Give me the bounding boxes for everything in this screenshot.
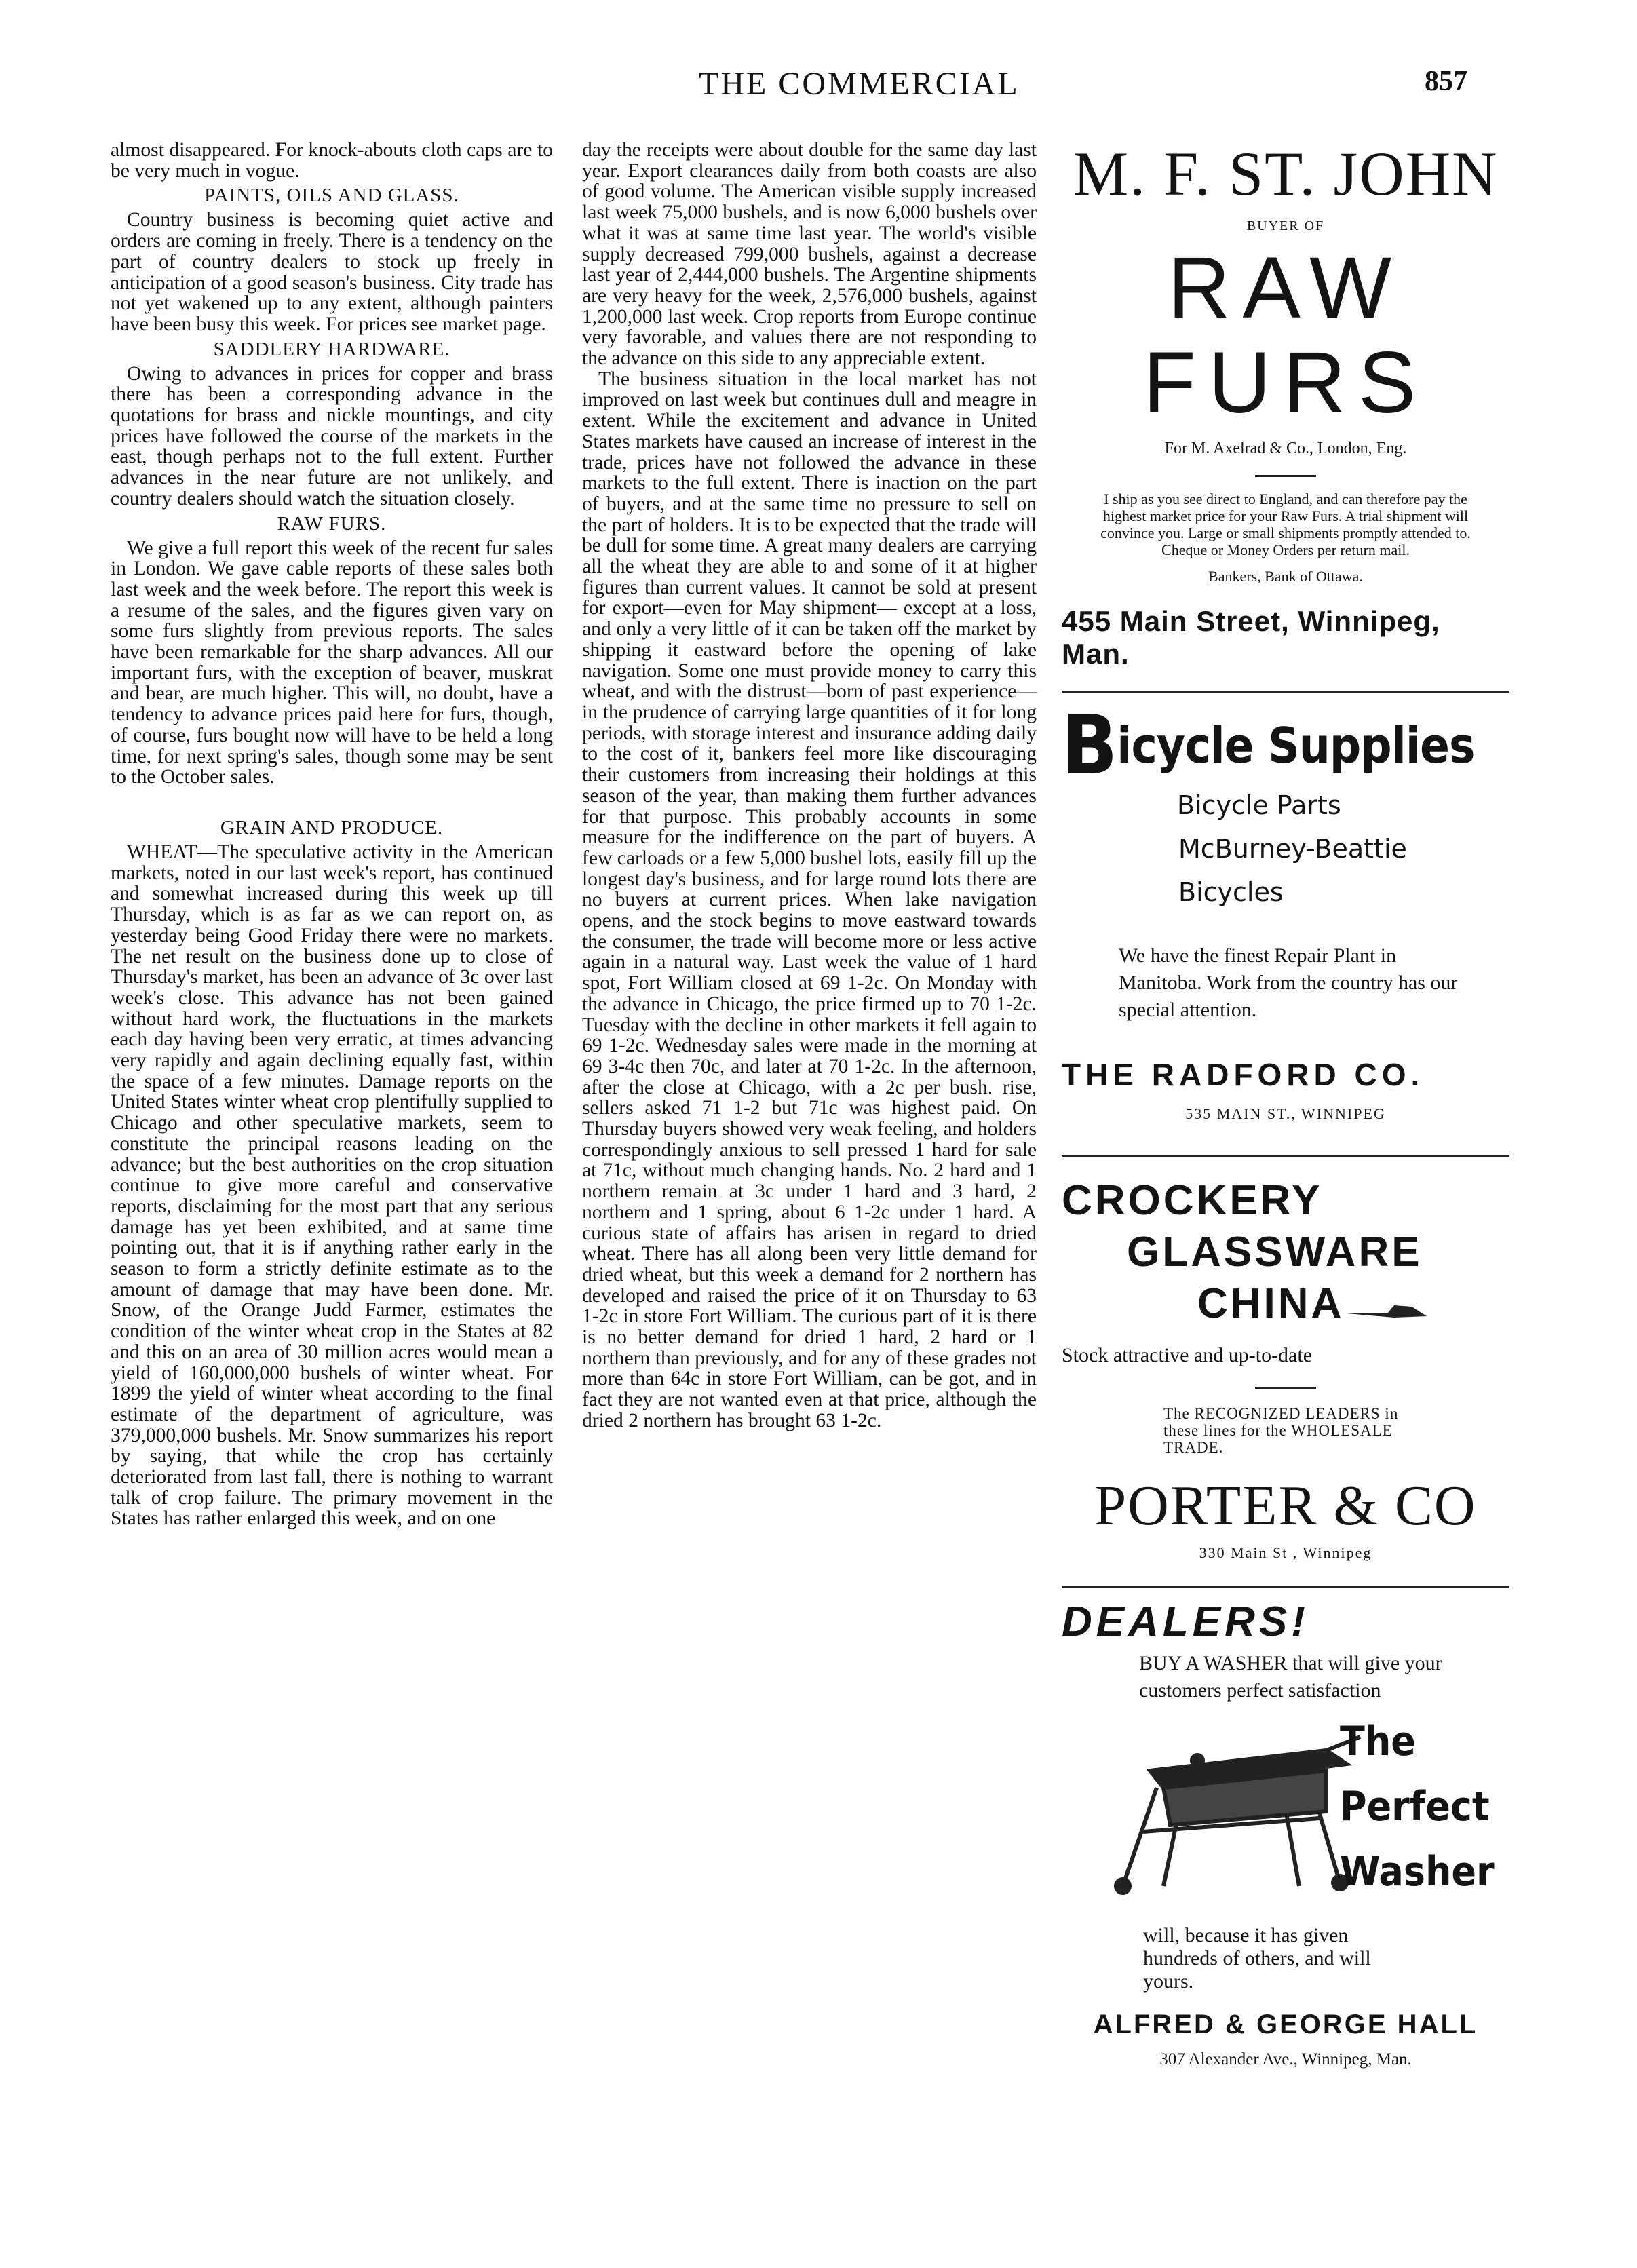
hall-ad bbox=[1062, 1598, 1509, 2068]
local-market-paragraph: The business situation in the local market has not improved on last week but continues dull and meagre in extent. While the excitement and advance in United States markets have caused an increase of interest in the trade, prices have not followed the advance in these markets to the full extent. There is inaction on the part of buyers, and at the same time no pressure to sell on the part of holders. It is to be expected that the trade will be dull for some time. A great many dealers are carrying all the wheat they are able to and some of it at higher figures than current values. It cannot be sold at present for export—even for May shipment— except at a loss, and only a very little of it can be taken off the market by shipping it eastward before the opening of lake navigation. Some one must provide money to carry this wheat, and with the distrust—born of past experience— in the prudence of carrying large quantities of it for long periods, with storage interest and insurance adding daily to the cost of it, bankers feel more like discouraging their customers from increasing their holdings at this season of the year, than making them further advances for that purpose. This probably accounts in some measure for the indifference on the part of buyers. A few carloads or a few 5,000 bushel lots, easily fill up the longest day's business, and for large round lots there are no buyers at current prices. When lake navigation opens, and the stock begins to move eastward towards the consumer, the trade will become more or less active again in a natural way. Last week the value of 1 hard spot, Fort William closed at 69 1-2c. On Monday with the advance in Chicago, the price firmed up to 70 1-2c. Tuesday with the decline in other markets it fell again to 69 1-2c. Wednesday sales were made in the morning at 69 3-4c then 70c, and later at 70 1-2c. In the afternoon, after the close at Chicago, with a 2c per bush. rise, sellers asked 71 1-2 but 71c was highest paid. On Thursday buyers showed very weak feeling, and holders correspondingly anxious to sell pressed 1 hard for sale at 71c, without much changing hands. No. 2 hard and 1 northern remain at 3c under 1 hard and 3 hard, 2 northern and 1 spring, about 6 1-2c under 1 hard. A curious state of affairs has arisen in regard to dried wheat. There has all along been very little demand for dried wheat, but this week a demand for 2 northern has developed and raised the price of it on Thursday to 63 1-2c in store Fort William. The curious part of it is there is no better demand for dried 1 hard, 2 hard or 1 northern than previously, and for any of these grades not more than 64c in store Fort William, can be got, and in fact they are not wanted even at that price, although the dried 2 northern has brought 63 1-2c. bbox=[582, 368, 1037, 1431]
washer-line-perfect: Perfect bbox=[1340, 1783, 1490, 1830]
crockery-line: CROCKERY bbox=[1062, 1177, 1323, 1224]
bicycle-title-rest: icycle Supplies bbox=[1117, 717, 1475, 774]
radford-address: 535 MAIN ST., WINNIPEG bbox=[1185, 1105, 1386, 1122]
stjohn-name: M. F. ST. JOHN bbox=[1073, 139, 1499, 208]
stjohn-buyer-of: BUYER OF bbox=[1246, 218, 1325, 233]
porter-address: 330 Main St , Winnipeg bbox=[1199, 1544, 1372, 1561]
advertisement-column bbox=[1062, 140, 1509, 2068]
paints-heading: PAINTS, OILS AND GLASS. bbox=[204, 185, 459, 207]
divider bbox=[1255, 1387, 1316, 1389]
page-number: 857 bbox=[1425, 66, 1467, 97]
page-header bbox=[0, 65, 1637, 113]
stjohn-bankers: Bankers, Bank of Ottawa. bbox=[1208, 568, 1363, 585]
washer-line-washer: Washer bbox=[1340, 1848, 1495, 1896]
porter-leaders: The RECOGNIZED LEADERS in these lines for the WHOLESALE TRADE. bbox=[1163, 1405, 1399, 1456]
washer-illustration-block bbox=[1062, 1710, 1509, 1920]
washing-machine-illustration bbox=[1102, 1723, 1367, 1900]
china-row bbox=[1197, 1278, 1509, 1330]
saddlery-heading: SADDLERY HARDWARE. bbox=[213, 338, 450, 360]
stjohn-ad bbox=[1062, 140, 1509, 670]
porter-company: PORTER & CO bbox=[1094, 1474, 1477, 1537]
radford-body: We have the finest Repair Plant in Manitoba. Work from the country has our special attention. bbox=[1119, 944, 1458, 1021]
porter-tagline: Stock attractive and up-to-date bbox=[1062, 1344, 1313, 1366]
hall-address: 307 Alexander Ave., Winnipeg, Man. bbox=[1159, 2050, 1412, 2069]
grain-heading: GRAIN AND PRODUCE. bbox=[220, 816, 444, 839]
stjohn-raw-furs: RAW FURS bbox=[1142, 239, 1429, 431]
saddlery-paragraph: Owing to advances in prices for copper and brass there has been a corresponding advance in the quotations for brass and nickle mountings, and city prices have followed the course of the markets in the east, though perhaps not to the full extent. Further advances in the near future are not unlikely, and country dealers should watch the situation closely. bbox=[111, 362, 553, 510]
stjohn-address: 455 Main Street, Winnipeg, Man. bbox=[1062, 605, 1440, 670]
grain-paragraph: WHEAT—The speculative activity in the American markets, noted in our last week's report, has continued and somewhat increased during this week up till Thursday, which is as far as we can report on, as yesterday being Good Friday there were no markets. The net result on the business done up to close of Thursday's market, has been an advance of 3c over last week's close. This advance has not been gained without hard work, the fluctuations in the markets each day having been very erratic, at times advancing very rapidly and again declining equally fast, within the space of a few minutes. Damage reports on the United States winter wheat crop plentifully supplied to Chicago and other speculative markets, seem to constitute the principal reasons leading on the advance; but the best authorities on the crop situation continue to give more careful and conservative reports, disclaiming for the most part that any serious damage has yet been exhibited, and at same time pointing out, that it is if anything rather early in the season to form a strictly definite estimate as to the amount of damage that may have been done. Mr. Snow, of the Orange Judd Farmer, estimates the condition of the winter wheat crop in the States at 82 and this on an area of 30 million acres would mean a yield of 160,000,000 bushels of winter wheat. For 1899 the yield of winter wheat according to the final estimate of the department of agriculture, was 379,000,000 bushels. Mr. Snow summarizes his report by saying, that while the crop has certainly deteriorated from last fall, there is nothing to warrant talk of crop failure. The primary movement in the States has rather enlarged this week, and on one bbox=[111, 841, 553, 1530]
rawfurs-heading: RAW FURS. bbox=[277, 512, 387, 535]
pointing-hand-icon bbox=[1347, 1293, 1428, 1320]
glassware-line: GLASSWARE bbox=[1127, 1229, 1423, 1275]
paints-paragraph: Country business is becoming quiet active and orders are coming in freely. There is a tendency on the part of country dealers to stock up freely in anticipation of a good season's business. City trade has not yet wakened up to any extent, although painters have been busy this week. For prices see market page. bbox=[111, 209, 553, 335]
wheat-continued-paragraph: day the receipts were about double for the same day last year. Export clearances daily from both coasts are also of good volume. The American visible supply increased last week 75,000 bushels, and is now 6,000 bushels over what it was at same time last year. The world's visible supply decreased 799,000 bushels, against a decrease last year of 2,444,000 bushels. The Argentine shipments are very heavy for the week, 2,576,000 bushels, against 1,200,000 last week. Crop reports from Europe continue very favorable, and values there are not responding to the advance on this side to any appreciable extent. bbox=[582, 139, 1037, 370]
divider bbox=[1255, 475, 1316, 477]
stjohn-for-line: For M. Axelrad & Co., London, Eng. bbox=[1164, 440, 1407, 457]
column-2 bbox=[582, 140, 1037, 1431]
ad-separator bbox=[1062, 1155, 1509, 1157]
rawfurs-paragraph: We give a full report this week of the recent fur sales in London. We gave cable reports of these sales both last week and the week before. The report this week is a resume of the sales, and the figures given vary on some furs slightly from previous reports. The sales have been remarkable for the sharp advances. All our important furs, with the exception of beaver, muskrat and bear, are much higher. This will, no doubt, have a tendency to advance prices paid here for furs, though, of course, furs bought now will have to be held a long time, for next spring's sales, though some may be sent to the October sales. bbox=[111, 537, 553, 788]
section-gap bbox=[111, 788, 553, 813]
porter-ad bbox=[1062, 1175, 1509, 1562]
radford-ad bbox=[1062, 699, 1509, 1123]
intro-paragraph: almost disappeared. For knock-abouts cloth caps are to be very much in vogue. bbox=[111, 139, 553, 182]
washer-line-the: The bbox=[1340, 1718, 1416, 1765]
running-title: THE COMMERCIAL bbox=[699, 66, 1020, 102]
mcburney-beattie: McBurney-Beattie Bicycles bbox=[1178, 834, 1407, 907]
hall-pitch: BUY A WASHER that will give your customers perfect satisfaction bbox=[1139, 1652, 1442, 1702]
ad-separator bbox=[1062, 1586, 1509, 1588]
column-1 bbox=[111, 140, 553, 1529]
ad-separator bbox=[1062, 691, 1509, 693]
bicycle-parts: Bicycle Parts bbox=[1177, 790, 1341, 820]
china-line: CHINA bbox=[1197, 1280, 1345, 1327]
bicycle-supplies-title bbox=[1062, 699, 1509, 793]
radford-company: THE RADFORD CO. bbox=[1062, 1057, 1425, 1092]
bicycle-title-initial: B bbox=[1062, 699, 1117, 793]
hall-company: ALFRED & GEORGE HALL bbox=[1093, 2010, 1478, 2039]
dealers-heading: DEALERS! bbox=[1062, 1598, 1309, 1645]
stjohn-body: I ship as you see direct to England, and can therefore pay the highest market price for your Raw Furs. A trial shipment will convince you. Large or small shipments promptly attended to. Cheque or Money Orders per return mail. bbox=[1100, 491, 1471, 558]
hall-body: will, because it has given hundreds of others, and will yours. bbox=[1143, 1924, 1371, 1993]
